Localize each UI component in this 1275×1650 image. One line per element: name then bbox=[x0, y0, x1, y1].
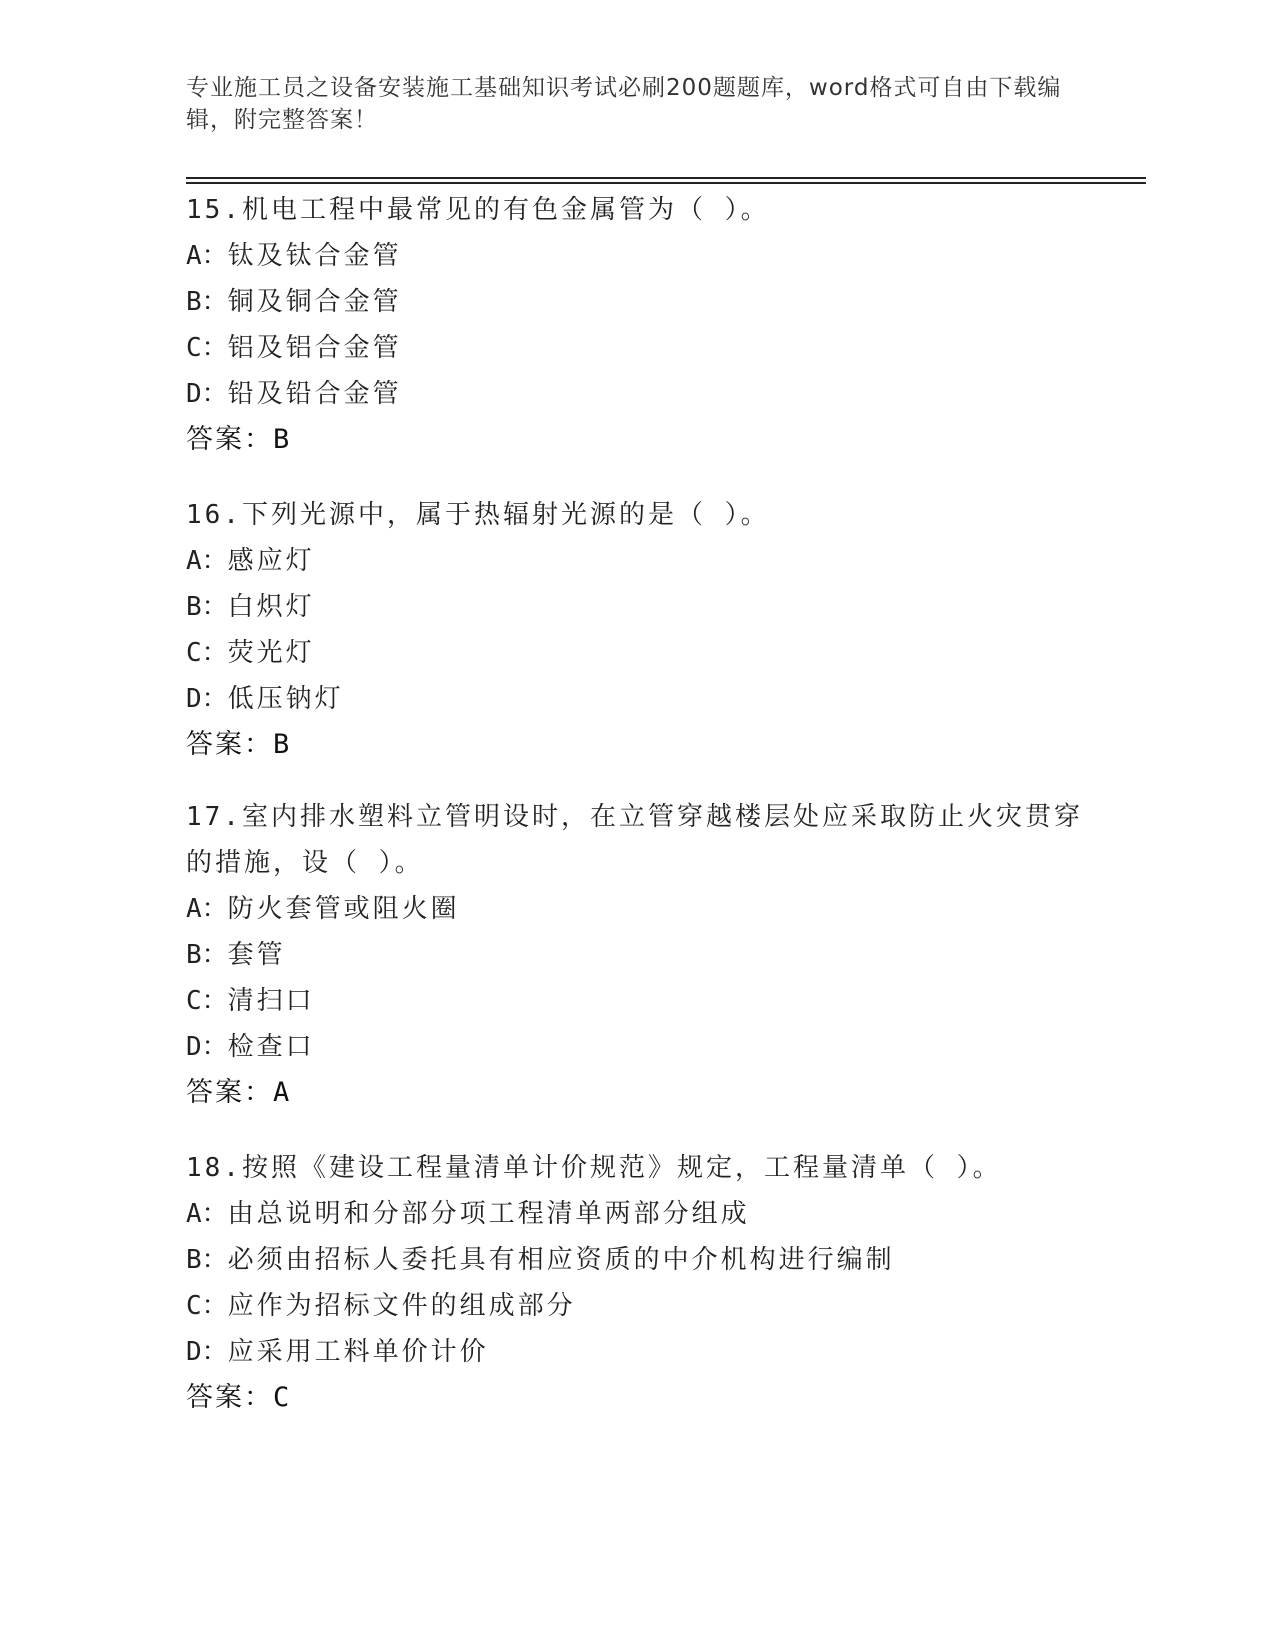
answer-line bbox=[186, 1375, 1086, 1421]
option-text: 低压钠灯 bbox=[227, 684, 344, 714]
answer-label: 答案： bbox=[186, 1382, 273, 1413]
option-c bbox=[186, 1283, 1086, 1329]
option-letter: B： bbox=[186, 940, 228, 970]
question-title: 15.机电工程中最常见的有色金属管为（ ）。 bbox=[186, 195, 770, 225]
option-text: 应作为招标文件的组成部分 bbox=[227, 1291, 576, 1321]
option-text: 由总说明和分部分项工程清单两部分组成 bbox=[227, 1199, 750, 1229]
header-divider-bottom bbox=[186, 182, 1146, 184]
header-divider-top bbox=[186, 177, 1146, 179]
option-a bbox=[186, 233, 1086, 279]
answer-value: A bbox=[273, 1077, 290, 1108]
option-text: 感应灯 bbox=[227, 546, 315, 576]
option-c bbox=[186, 978, 1086, 1024]
option-text: 必须由招标人委托具有相应资质的中介机构进行编制 bbox=[227, 1245, 895, 1275]
option-d bbox=[186, 1024, 1086, 1070]
option-letter: D： bbox=[186, 1032, 228, 1062]
option-a bbox=[186, 538, 1086, 584]
option-text: 应采用工料单价计价 bbox=[227, 1337, 489, 1367]
answer-label: 答案： bbox=[186, 1077, 273, 1108]
answer-label: 答案： bbox=[186, 424, 273, 455]
option-letter: D： bbox=[186, 379, 228, 409]
answer-line bbox=[186, 722, 1086, 768]
option-b bbox=[186, 279, 1086, 325]
answer-value: C bbox=[273, 1382, 290, 1413]
option-letter: B： bbox=[186, 1245, 228, 1275]
option-d bbox=[186, 371, 1086, 417]
question-16 bbox=[186, 492, 1086, 768]
option-a bbox=[186, 886, 1086, 932]
option-letter: C： bbox=[186, 1291, 228, 1321]
question-title: 18.按照《建设工程量清单计价规范》规定，工程量清单（ ）。 bbox=[186, 1153, 1002, 1183]
question-18 bbox=[186, 1145, 1086, 1421]
option-text: 套管 bbox=[227, 940, 286, 970]
option-b bbox=[186, 1237, 1086, 1283]
option-letter: D： bbox=[186, 684, 228, 714]
document-header: 专业施工员之设备安装施工基础知识考试必刷200题题库，word格式可自由下载编辑，附完整答案！ bbox=[186, 75, 1062, 133]
option-letter: A： bbox=[186, 546, 228, 576]
option-text: 钛及钛合金管 bbox=[227, 241, 402, 271]
answer-label: 答案： bbox=[186, 729, 273, 760]
option-text: 清扫口 bbox=[227, 986, 315, 1016]
option-text: 荧光灯 bbox=[227, 638, 315, 668]
answer-line bbox=[186, 417, 1086, 463]
option-d bbox=[186, 1329, 1086, 1375]
option-b bbox=[186, 932, 1086, 978]
option-letter: C： bbox=[186, 333, 228, 363]
option-letter: C： bbox=[186, 638, 228, 668]
option-letter: D： bbox=[186, 1337, 228, 1367]
question-17 bbox=[186, 794, 1086, 1116]
option-c bbox=[186, 630, 1086, 676]
question-15 bbox=[186, 187, 1086, 463]
answer-line bbox=[186, 1070, 1086, 1116]
answer-value: B bbox=[273, 729, 290, 760]
option-letter: B： bbox=[186, 287, 228, 317]
option-d bbox=[186, 676, 1086, 722]
option-letter: A： bbox=[186, 241, 228, 271]
option-b bbox=[186, 584, 1086, 630]
option-text: 白炽灯 bbox=[227, 592, 315, 622]
option-text: 铜及铜合金管 bbox=[227, 287, 402, 317]
question-title: 16.下列光源中，属于热辐射光源的是（ ）。 bbox=[186, 500, 770, 530]
option-letter: A： bbox=[186, 894, 228, 924]
option-text: 铝及铝合金管 bbox=[227, 333, 402, 363]
option-a bbox=[186, 1191, 1086, 1237]
option-text: 检查口 bbox=[227, 1032, 315, 1062]
option-letter: B： bbox=[186, 592, 228, 622]
option-letter: C： bbox=[186, 986, 228, 1016]
question-title: 17.室内排水塑料立管明设时，在立管穿越楼层处应采取防止火灾贯穿的措施，设（ ）。 bbox=[186, 802, 1083, 878]
option-letter: A： bbox=[186, 1199, 228, 1229]
option-text: 铅及铅合金管 bbox=[227, 379, 402, 409]
option-text: 防火套管或阻火圈 bbox=[227, 894, 460, 924]
option-c bbox=[186, 325, 1086, 371]
answer-value: B bbox=[273, 424, 290, 455]
